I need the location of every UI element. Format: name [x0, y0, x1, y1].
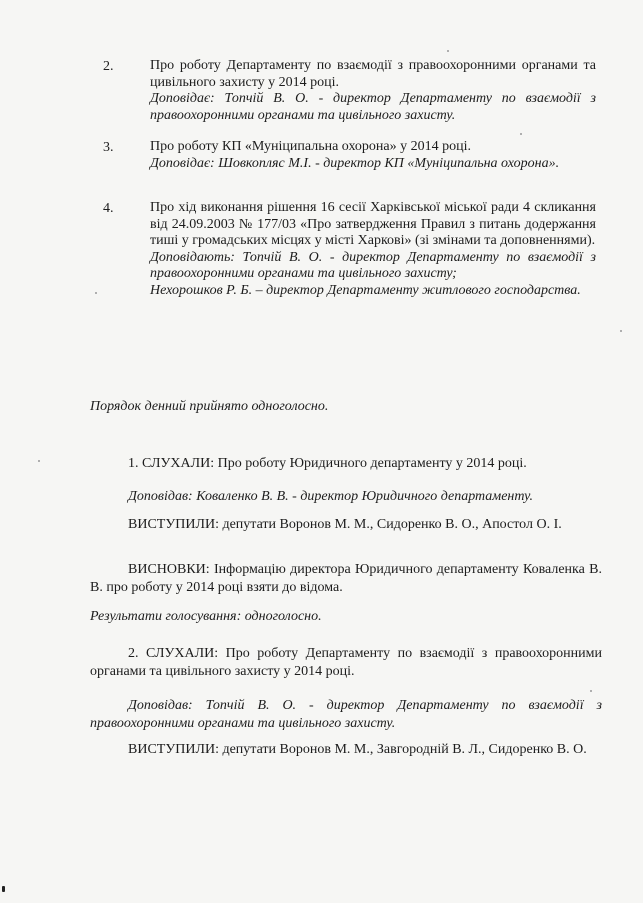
scan-speck [95, 292, 97, 294]
agenda-item-title: Про хід виконання рішення 16 сесії Харківської міської ради 4 скликання від 24.09.2003 № 177/03 «Про затвердження Правил з питань додержання тиші у громадських місцях у місті Харкові» (зі змінами та доповненнями). [150, 200, 596, 248]
agenda-item-speaker: Доповідає: Топчій В. О. - директор Департаменту по взаємодії з правоохоронними органами та цивільного захисту. [150, 91, 596, 123]
scan-speck [447, 50, 449, 52]
section1-heard: 1. СЛУХАЛИ: Про роботу Юридичного департаменту у 2014 році. [128, 456, 527, 471]
scan-speck [620, 330, 622, 332]
agenda-item-speaker-2: Нехорошков Р. Б. – директор Департаменту житлового господарства. [150, 282, 581, 298]
section1-spoke: ВИСТУПИЛИ: депутати Воронов М. М., Сидоренко В. О., Апостол О. І. [128, 517, 562, 532]
section1-vote: Результати голосування: одноголосно. [90, 609, 322, 624]
agenda-item-title: Про роботу КП «Муніципальна охорона» у 2014 році. [150, 139, 472, 154]
section2-spoke: ВИСТУПИЛИ: депутати Воронов М. М., Завгородній В. Л., Сидоренко В. О. [128, 742, 587, 757]
agenda-accepted: Порядок денний прийнято одноголосно. [90, 399, 329, 414]
scan-speck [520, 133, 522, 135]
scan-speck [38, 460, 40, 462]
section1-conclusions: ВИСНОВКИ: Інформацію директора Юридичного департаменту Коваленка В. В. про роботу у 2014 році взяти до відома. [90, 562, 602, 595]
agenda-item-speaker: Доповідає: Шовкопляс М.І. - директор КП «Муніципальна охорона». [150, 155, 560, 171]
section1-reporter: Доповідав: Коваленко В. В. - директор Юридичного департаменту. [128, 489, 533, 504]
agenda-item-number: 2. [103, 59, 114, 74]
scan-speck [2, 886, 5, 892]
agenda-item-body [150, 200, 596, 299]
agenda-item-body [150, 139, 596, 172]
agenda-item-speaker: Доповідають: Топчій В. О. - директор Департаменту по взаємодії з правоохоронними органами та цивільного захисту; [150, 249, 596, 281]
scan-speck [590, 690, 592, 692]
agenda-item-number: 4. [103, 201, 114, 216]
agenda-item-title: Про роботу Департаменту по взаємодії з правоохоронними органами та цивільного захисту у 2014 році. [150, 58, 596, 90]
agenda-item-body [150, 58, 596, 124]
section2-heard: 2. СЛУХАЛИ: Про роботу Департаменту по взаємодії з правоохоронними органами та цивільного захисту у 2014 році. [90, 646, 602, 679]
section2-reporter: Доповідав: Топчій В. О. - директор Департаменту по взаємодії з правоохоронними органами та цивільного захисту. [90, 698, 602, 731]
agenda-item-number: 3. [103, 140, 114, 155]
